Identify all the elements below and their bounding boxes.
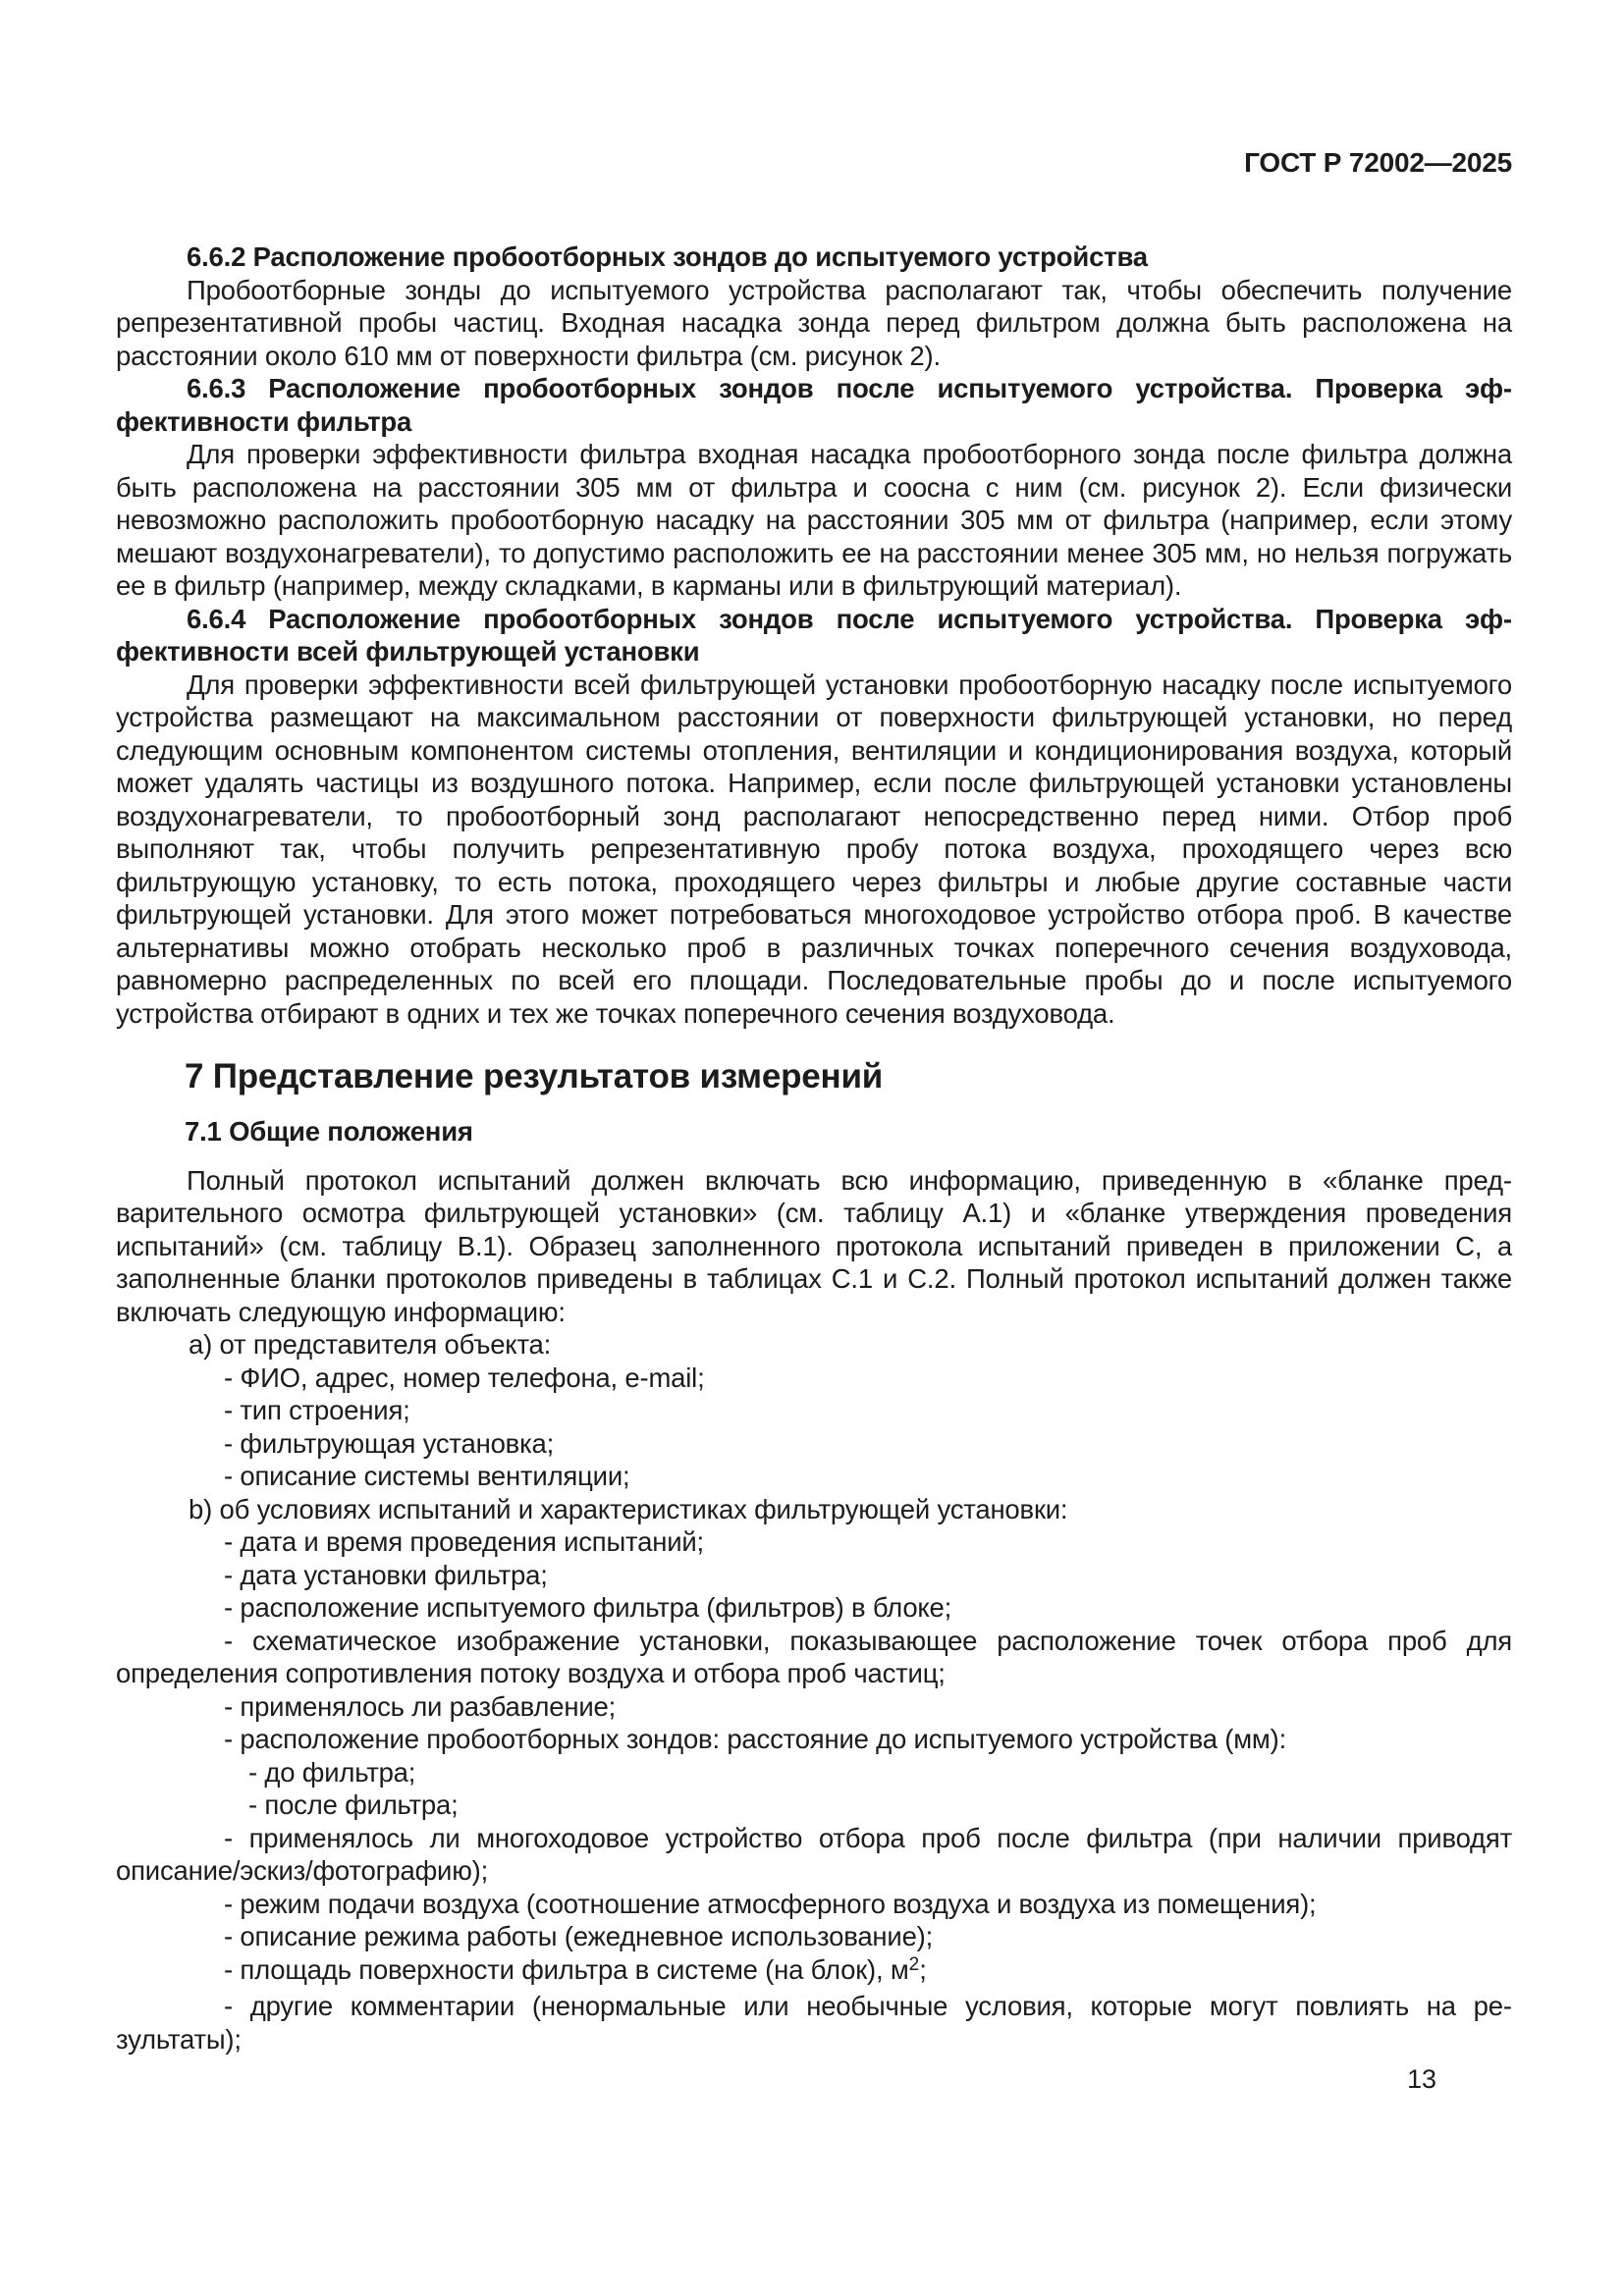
heading-6-6-2: 6.6.2 Расположение пробоотборных зондов до испытуемого устройства	[187, 241, 1148, 272]
list-item-building-type: - тип строения;	[224, 1395, 410, 1425]
list-item-text: - площадь поверхности фильтра в системе (на блок), м	[224, 1953, 909, 1985]
list-item-operation-mode: - описание режима работы (ежедневное использование);	[224, 1921, 934, 1951]
list-item-other-comments: - другие комментарии (ненормальные или необычные условия, которые могут повлиять на результаты);	[116, 1991, 1512, 2055]
list-item-filter-unit: - фильтрующая установка;	[224, 1427, 555, 1459]
section-heading-7: 7 Представление результатов измерений	[185, 1057, 884, 1095]
list-item-a: a) от представителя объекта:	[189, 1329, 552, 1360]
document-header	[116, 147, 1512, 179]
page-number: 13	[1407, 2064, 1436, 2094]
list-item-multiport-device: - применялось ли многоходовое устройство отбора проб после фильтра (при наличии приводят описание/эскиз/фотографию);	[116, 1822, 1512, 1886]
list-item-filter-location: - расположение испытуемого фильтра (фильтров) в блоке;	[224, 1592, 952, 1623]
paragraph-7-1-intro: Полный протокол испытаний должен включать всю информацию, приведенную в «бланке предварительного осмотра фильтрующей установки» (см. таблицу А.1) и «бланке утверждения проведения испытаний» (см. таблицу В.1). Образец заполненного протокола испытаний приведен в приложении С, а заполненные бланки протоколов приведены в таблицах С.1 и С.2. Полный протокол испытаний должен также включать следующую информацию:	[116, 1164, 1512, 1327]
list-item-test-datetime: - дата и время проведения испытаний;	[224, 1526, 704, 1557]
list-item-dilution: - применялось ли разбавление;	[224, 1690, 617, 1722]
document-content	[116, 240, 1512, 2056]
paragraph-6-6-4: Для проверки эффективности всей фильтрующей установки пробоотборную насадку после испытуемого устройства размещают на максимальном расстоянии от поверхности фильтрующей установки, но перед следующим основным компонентом системы отопления, вентиляции и кондиционирования воздуха, который может удалять частицы из воздушного потока. Например, если после фильтрующей установки установлены воздухонагреватели, то пробоотборный зонд располагают непосредственно перед ними. Отбор проб выполняют так, чтобы получить репрезентативную пробу потока воздуха, проходящего через всю фильтрующую установку, то есть потока, проходящего через фильтры и любые другие составные части фильтрующей установки. Для этого может потребоваться многоходовое устройство отбора проб. В качестве альтернативы можно отобрать несколько проб в различных точках поперечного сечения воздуховода, равномерно распределенных по всей его площади. Последовательные пробы до и после испытуемого устройства отбирают в одних и тех же точках поперечного сечения воздуховода.	[116, 668, 1512, 1029]
heading-7-1: 7.1 Общие положения	[185, 1116, 473, 1147]
list-item-air-supply-mode: - режим подачи воздуха (соотношение атмосферного воздуха и воздуха из помещения);	[224, 1888, 1317, 1919]
paragraph-6-6-2: Пробоотборные зонды до испытуемого устройства располагают так, чтобы обеспечить получение репрезентативной пробы частиц. Входная насадка зонда перед фильтром должна быть расположена на расстоянии около 610 мм от поверхности фильтра (см. рисунок 2).	[116, 274, 1512, 371]
list-item-filter-area	[116, 1953, 1512, 1991]
heading-6-6-4: 6.6.4 Расположение пробоотборных зондов после испытуемого устройства. Проверка эффективности всей фильтрующей установки	[116, 603, 1512, 667]
list-item-fio: - ФИО, адрес, номер телефона, e-mail;	[224, 1362, 705, 1393]
list-item-after-filter: - после фильтра;	[248, 1789, 459, 1820]
list-item-before-filter: - до фильтра;	[248, 1756, 416, 1788]
list-item-schematic: - схематическое изображение установки, показывающее расположение точек отбора проб для определения сопротивления потоку воздуха и отбора проб частиц;	[116, 1625, 1512, 1688]
list-item-probe-location: - расположение пробоотборных зондов: расстояние до испытуемого устройства (мм):	[224, 1724, 1287, 1754]
heading-6-6-3: 6.6.3 Расположение пробоотборных зондов после испытуемого устройства. Проверка эффективности фильтра	[116, 373, 1512, 437]
paragraph-6-6-3: Для проверки эффективности фильтра входная насадка пробоотборного зонда после фильтра должна быть расположена на расстоянии 305 мм от фильтра и соосна с ним (см. рисунок 2). Если физически невозможно расположить пробоотборную насадку на расстоянии 305 мм от фильтра (например, если этому мешают воздухонагреватели), то допустимо расположить ее на расстоянии менее 305 мм, но нельзя погружать ее в фильтр (например, между складками, в карманы или в фильтрующий материал).	[116, 439, 1512, 601]
list-item-text: ;	[919, 1953, 927, 1985]
list-item-filter-install-date: - дата установки фильтра;	[224, 1559, 548, 1590]
list-item-b: b) об условиях испытаний и характеристиках фильтрующей установки:	[189, 1493, 1068, 1524]
standard-designation: ГОСТ Р 72002—2025	[1244, 147, 1512, 178]
list-item-ventilation-description: - описание системы вентиляции;	[224, 1461, 630, 1491]
superscript-2: 2	[908, 1953, 920, 1975]
